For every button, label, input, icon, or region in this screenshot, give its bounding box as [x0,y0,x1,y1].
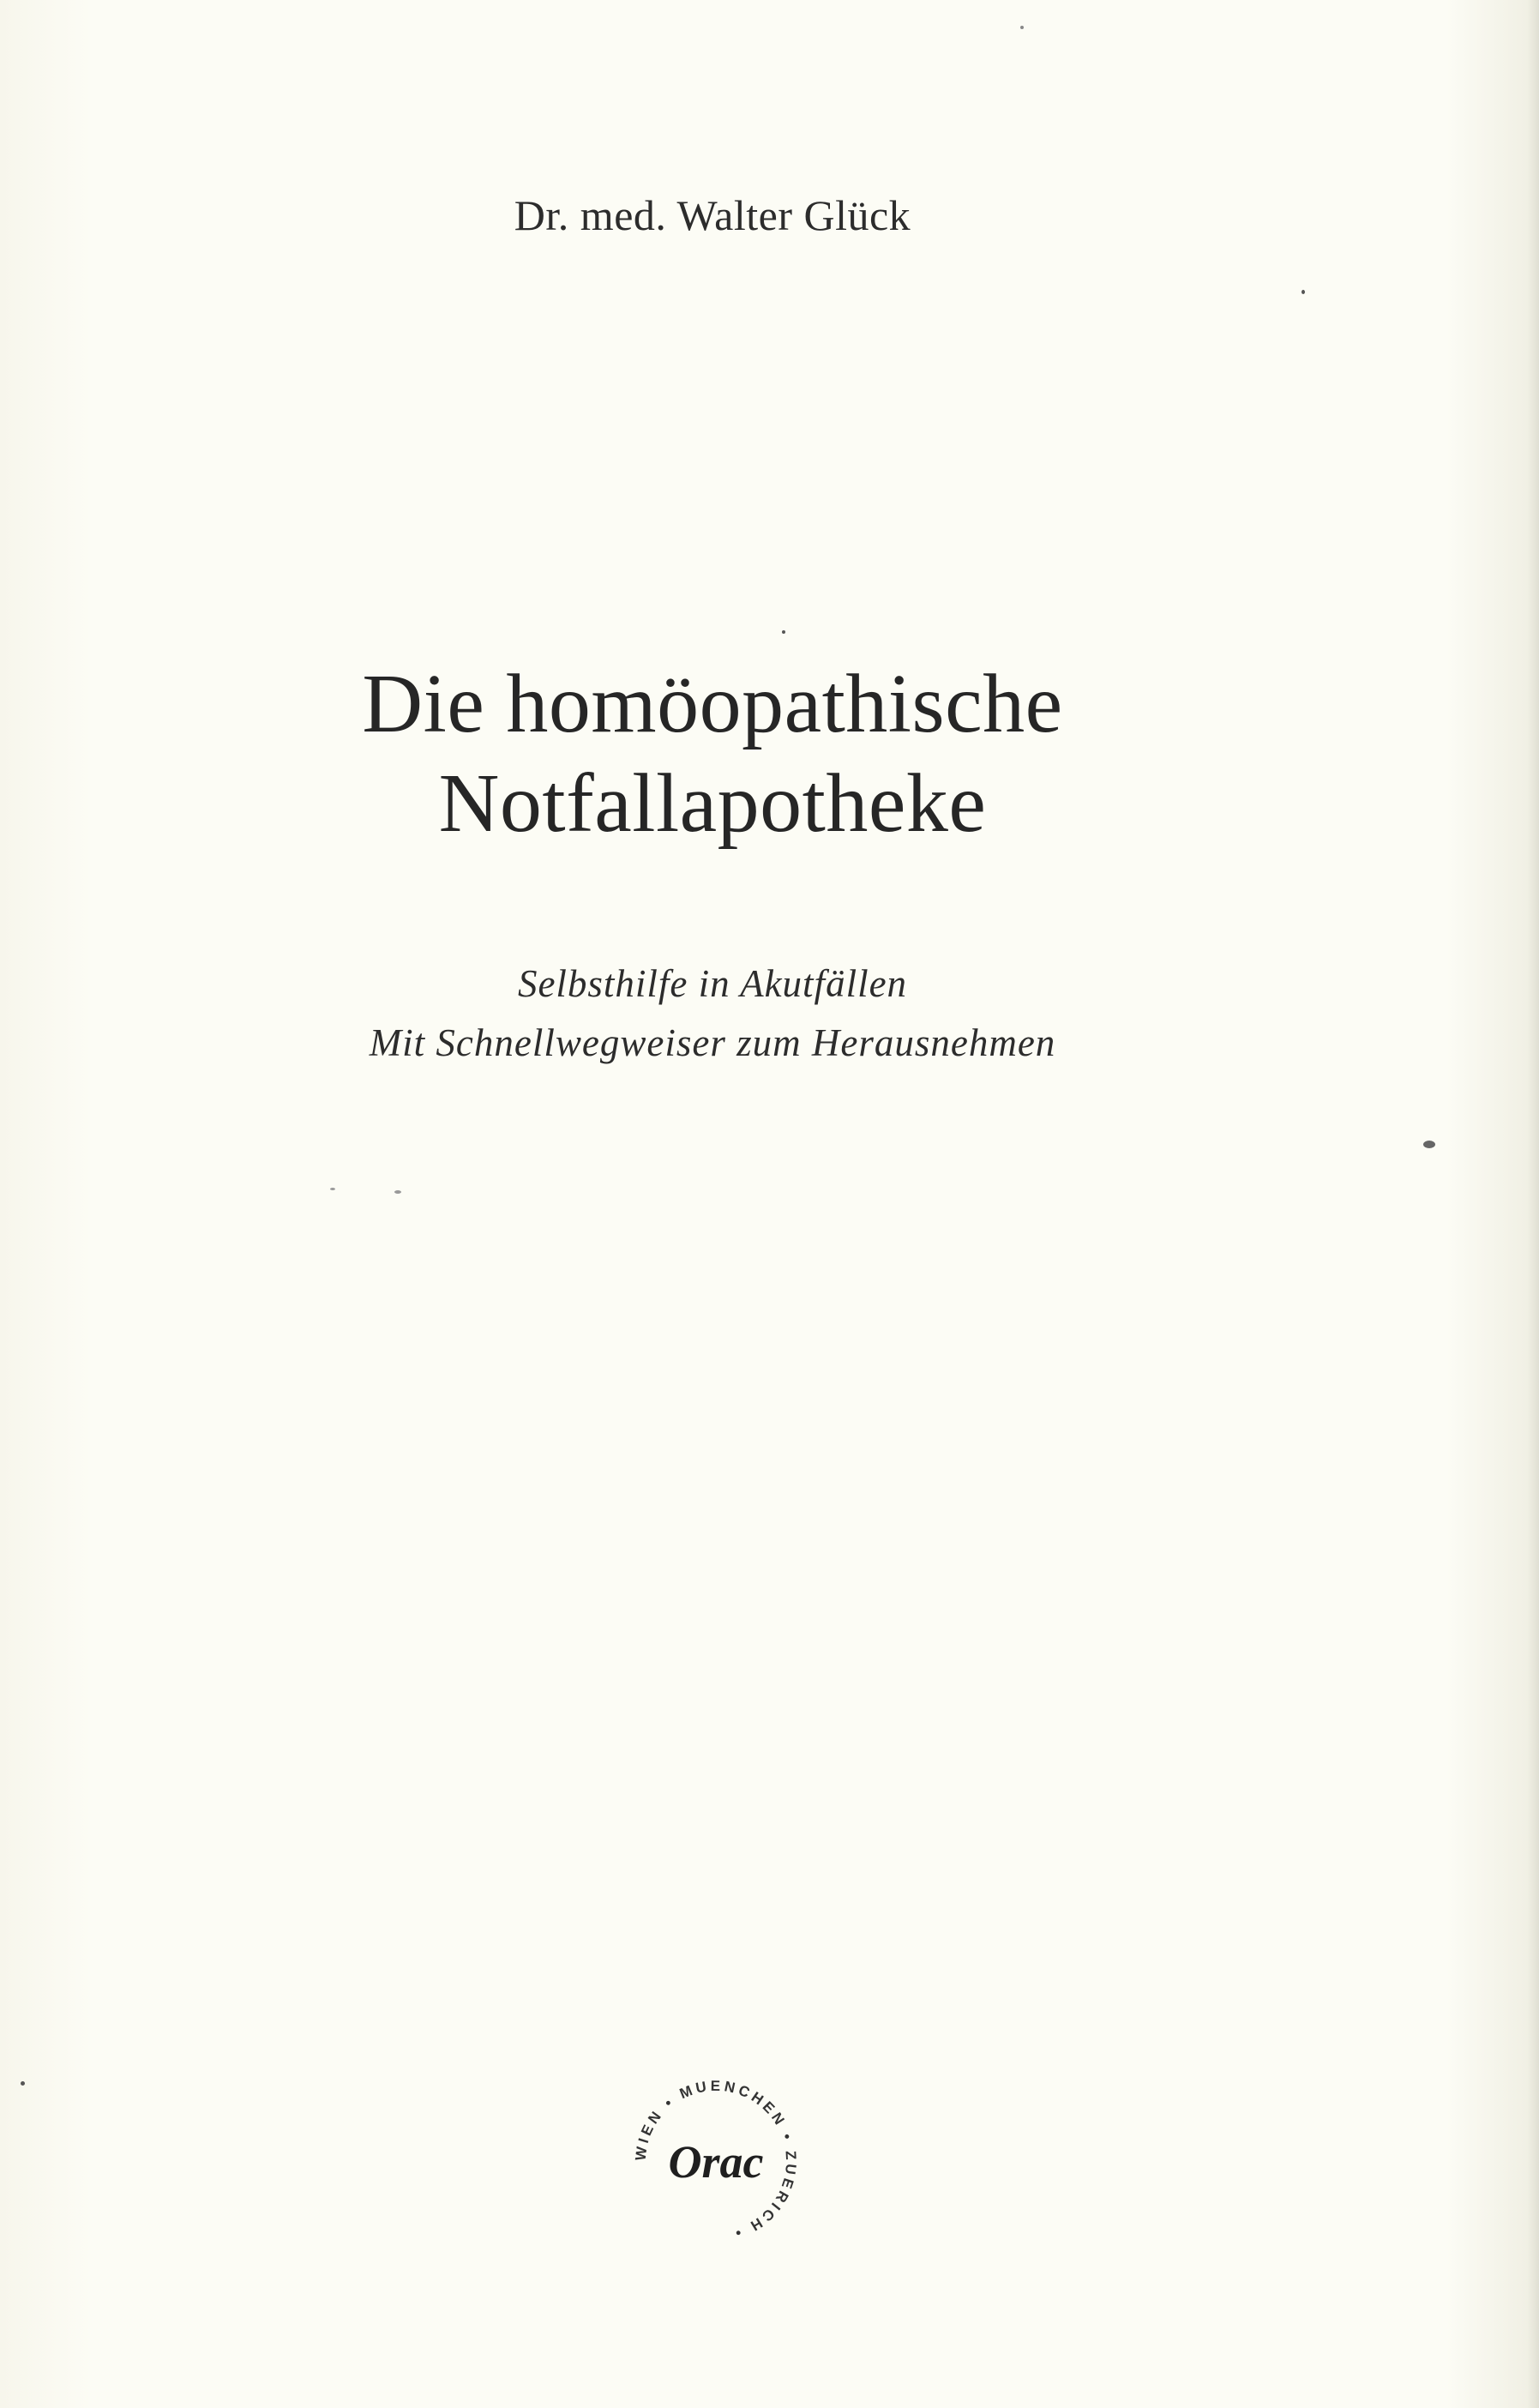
author-name: Dr. med. Walter Glück [514,191,911,239]
publisher-logo [617,2062,815,2260]
paper-speck [330,1188,335,1190]
paper-speck [21,2081,25,2086]
paper-speck [1020,26,1024,29]
paper-speck [1302,290,1305,294]
page-edge-shadow [1527,0,1539,2408]
book-title-line-2: Notfallapotheke [438,757,987,850]
subtitle-line-1: Selbsthilfe in Akutfällen [517,962,908,1005]
paper-speck [1423,1141,1435,1148]
book-title-line-1: Die homöopathische [362,658,1063,750]
publisher-ring-text: WIEN • MUENCHEN • ZUERICH • [632,2077,800,2242]
subtitle-line-2: Mit Schnellwegweiser zum Herausnehmen [369,1021,1056,1064]
paper-speck [394,1190,401,1194]
paper-speck [782,630,785,634]
publisher-logo-text: Orac [668,2136,764,2188]
